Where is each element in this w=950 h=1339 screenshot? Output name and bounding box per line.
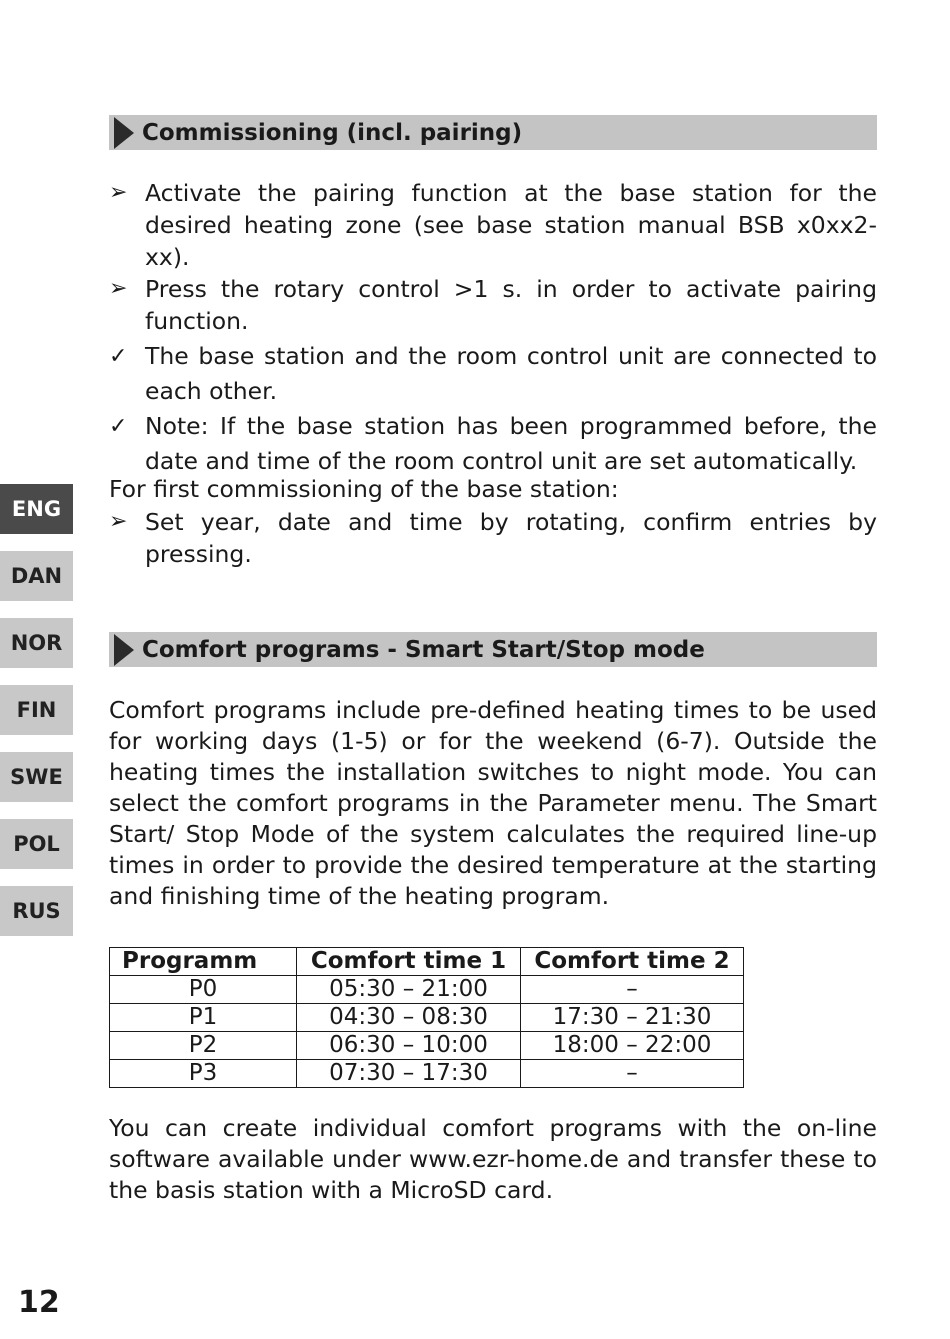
table-cell: P2 [110,1032,297,1060]
triangle-icon [114,634,134,666]
table-cell: 18:00 – 22:00 [521,1032,744,1060]
column-header: Comfort time 1 [297,948,521,976]
table-cell: 17:30 – 21:30 [521,1004,744,1032]
language-tab-pol[interactable]: POL [0,819,73,869]
arrow-bullet-icon: ➢ [109,509,128,534]
table-cell: P0 [110,976,297,1004]
triangle-icon [114,117,134,149]
table-cell: 05:30 – 21:00 [297,976,521,1004]
check-icon: ✓ [109,344,128,369]
list-item: ✓ Note: If the base station has been programmed before, the date and time of the room control unit are set automatically. [109,409,877,479]
language-tab-fin[interactable]: FIN [0,685,73,735]
table-row [110,1060,744,1088]
language-tab-rus[interactable]: RUS [0,886,73,936]
table-header-row [110,948,744,976]
table-cell: P3 [110,1060,297,1088]
check-icon: ✓ [109,414,128,439]
closing-paragraph: You can create individual comfort programs with the on-line software available under www.ezr-home.de and transfer these to the basis station with a MicroSD card. [109,1114,877,1204]
section-title: Commissioning (incl. pairing) [142,119,523,146]
table-cell: 04:30 – 08:30 [297,1004,521,1032]
language-tab-eng[interactable]: ENG [0,484,73,534]
language-tab-swe[interactable]: SWE [0,752,73,802]
column-header: Comfort time 2 [521,948,744,976]
arrow-bullet-icon: ➢ [109,180,128,205]
page-number: 12 [18,1285,60,1320]
section-header-commissioning [109,115,877,150]
first-commissioning-intro: For first commissioning of the base station: [109,475,619,503]
table-cell: – [521,976,744,1004]
comfort-description: Comfort programs include pre-defined heating times to be used for working days (1-5) or for the weekend (6-7). Outside the heating times the installation switches to night mode. You can select the comfort programs in the Parameter menu. The Smart Start/ Stop Mode of the system calculates the required line-up times in order to provide the desired temperature at the starting and finishing time of the heating program. [109,696,877,910]
section-title: Comfort programs - Smart Start/Stop mode [142,636,705,663]
table-row [110,976,744,1004]
table-cell: 07:30 – 17:30 [297,1060,521,1088]
table-cell: – [521,1060,744,1088]
language-tab-dan[interactable]: DAN [0,551,73,601]
table-row [110,1032,744,1060]
list-item: ➢ Set year, date and time by rotating, confirm entries by pressing. [109,508,877,568]
arrow-bullet-icon: ➢ [109,276,128,301]
first-commissioning-list [109,506,877,570]
column-header: Programm [110,948,297,976]
comfort-programs-table [109,947,744,1088]
section-header-comfort [109,632,877,667]
list-item: ➢ Activate the pairing function at the base station for the desired heating zone (see base station manual BSB x0xx2-xx). [109,179,877,271]
table-row [110,1004,744,1032]
language-tab-nor[interactable]: NOR [0,618,73,668]
table-cell: 06:30 – 10:00 [297,1032,521,1060]
table-cell: P1 [110,1004,297,1032]
language-tabs [0,484,73,953]
list-item: ✓ The base station and the room control unit are connected to each other. [109,339,877,409]
list-item: ➢ Press the rotary control >1 s. in order to activate pairing function. [109,275,877,335]
pairing-steps-list [109,177,877,479]
